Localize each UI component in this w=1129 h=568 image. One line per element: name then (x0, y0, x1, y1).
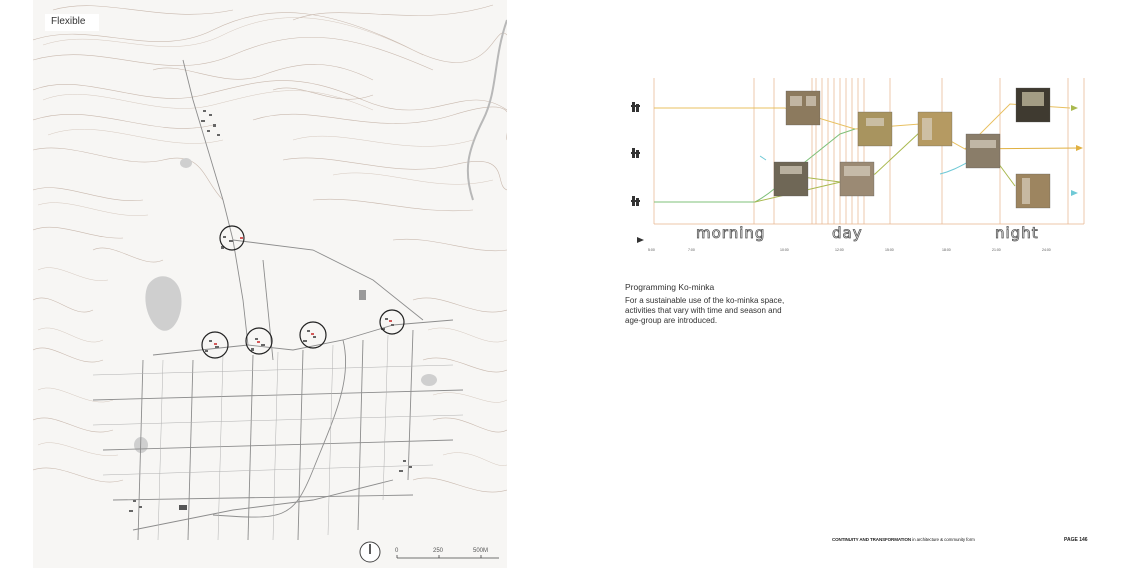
section-description: For a sustainable use of the ko-minka space, activities that vary with time and season and age-group are introduced. (625, 296, 785, 325)
kominka-timeline-diagram (630, 74, 1090, 264)
scale-tick-500: 500M (473, 548, 489, 554)
time-tick: 15:00 (885, 248, 894, 252)
section-heading: Programming Ko-minka (625, 282, 715, 292)
north-arrow-icon (359, 540, 499, 564)
footer-title-rest: in architecture & community form (911, 537, 975, 542)
group-figures-icon (631, 148, 640, 158)
footer-title-bold: CONTINUITY AND TRANSFORMATION (832, 537, 912, 542)
period-label-day: day (832, 224, 863, 242)
photo-thumbnail-3 (858, 112, 892, 146)
time-tick: 21:00 (992, 248, 1001, 252)
footer-title (832, 537, 975, 542)
scale-tick-250: 250 (433, 548, 444, 554)
time-tick: 12:00 (835, 248, 844, 252)
site-map (33, 0, 507, 568)
time-tick: 18:00 (942, 248, 951, 252)
adult-figures-icon (631, 102, 640, 112)
page-number: PAGE 146 (1064, 537, 1088, 543)
map-label: Flexible (45, 14, 99, 31)
child-figures-icon (631, 196, 640, 206)
period-label-morning: morning (696, 224, 766, 242)
scale-bar (359, 540, 499, 564)
photo-thumbnail-6 (966, 134, 1000, 168)
time-tick: 24:00 (1042, 248, 1051, 252)
time-tick: 10:00 (780, 248, 789, 252)
time-tick: 5:00 (648, 248, 655, 252)
time-tick: 7:00 (688, 248, 695, 252)
time-arrow-icon (637, 237, 644, 243)
period-label-night: night (995, 224, 1039, 242)
photo-thumbnail-8 (1016, 174, 1050, 208)
scale-tick-0: 0 (395, 548, 399, 554)
topographic-map (33, 0, 507, 568)
